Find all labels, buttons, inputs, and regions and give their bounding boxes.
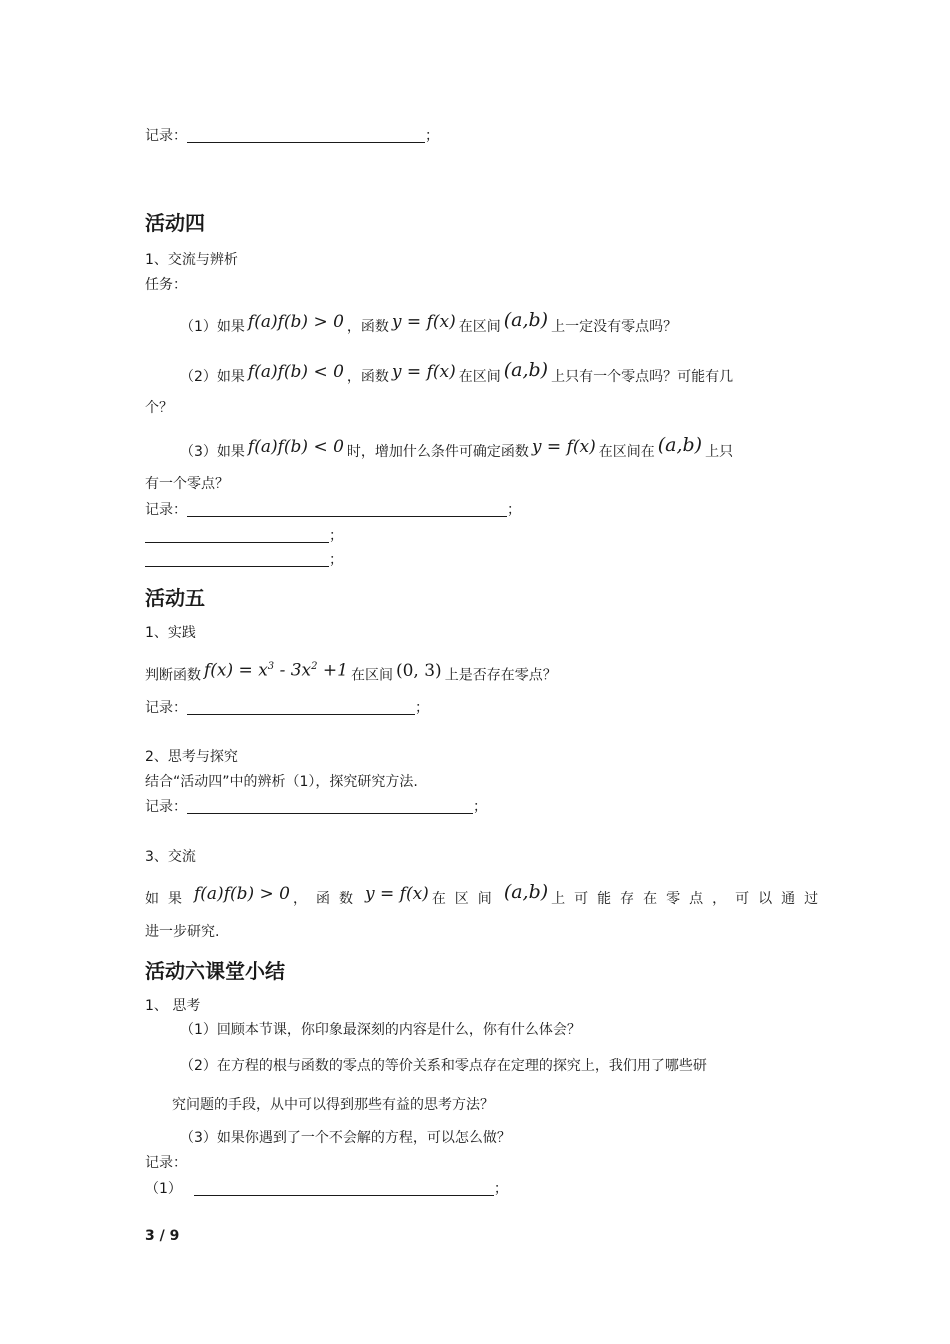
math-interval: (0, 3) (395, 660, 442, 681)
math-interval: (a,b) (503, 881, 549, 903)
section-title: 2、思考与探究 (145, 749, 238, 765)
ex-text: ，函数 (293, 891, 362, 907)
q-text: 判断函数 (145, 667, 201, 684)
summary-question-3: （3）如果你遇到了一个不会解的方程，可以怎么做？ (180, 1130, 511, 1146)
item-number: （1） (145, 1181, 182, 1197)
answer-blank[interactable] (187, 799, 473, 814)
poly-part: +1 (317, 660, 348, 681)
answer-blank[interactable] (145, 552, 329, 567)
q-text: 上只有一个零点吗？可能有几 (551, 369, 734, 385)
record-line-act5-2 (145, 797, 487, 817)
question-2-continued: 个？ (145, 400, 173, 416)
math-function: y = f(x) (391, 312, 456, 332)
q-text: ，函数 (346, 369, 389, 385)
question-1 (180, 310, 677, 337)
ex-text: 上可能存在零点，可以通过 (551, 891, 828, 907)
activity-five-heading: 活动五 (145, 586, 205, 610)
q-text: 在区间 (458, 369, 501, 385)
math-polynomial (204, 657, 348, 681)
math-interval: (a,b) (657, 434, 703, 456)
math-function: y = f(x) (391, 362, 456, 382)
q-text: 在区间 (350, 667, 393, 684)
record-label: 记录： (145, 502, 187, 518)
q-text: 时，增加什么条件可确定函数 (346, 444, 529, 460)
record-line-act6 (145, 1179, 508, 1199)
math-interval: (a,b) (503, 359, 549, 381)
exponent: 3 (267, 661, 275, 672)
exchange-text (145, 882, 827, 909)
record-line-act4 (145, 500, 521, 520)
semicolon: ； (493, 1181, 508, 1197)
question-2 (180, 360, 733, 387)
exchange-text-continued: 进一步研究. (145, 924, 220, 940)
math-function: y = f(x) (365, 884, 429, 904)
q-prefix: （1）如果 (180, 319, 245, 335)
q-prefix: （3）如果 (180, 444, 245, 460)
semicolon: ； (329, 528, 343, 544)
math-function: y = f(x) (531, 437, 596, 457)
summary-question-2: （2）在方程的根与函数的零点的等价关系和零点存在定理的探究上，我们用了哪些研 (180, 1058, 707, 1074)
record-label: 记录： (145, 1155, 187, 1171)
record-line-act5-1 (145, 698, 429, 718)
semicolon: ； (473, 799, 487, 815)
math-expression: f(a)f(b) > 0 (247, 312, 344, 332)
q-text: 在区间 (458, 319, 501, 335)
question-3 (180, 435, 733, 462)
math-expression: f(a)f(b) < 0 (247, 362, 344, 382)
activity-six-heading: 活动六课堂小结 (145, 959, 285, 983)
semicolon: ； (507, 502, 521, 518)
q-text: 上是否存在零点？ (444, 667, 557, 684)
record-label: 记录： (145, 799, 187, 815)
poly-part: - 3x (274, 660, 312, 681)
ex-text: 如果 (145, 891, 191, 907)
math-expression: f(a)f(b) < 0 (247, 437, 344, 457)
math-interval: (a,b) (503, 309, 549, 331)
page-number: 3 / 9 (145, 1228, 180, 1244)
summary-question-2-continued: 究问题的手段，从中可以得到那些有益的思考方法？ (172, 1097, 494, 1113)
answer-blank[interactable] (194, 1181, 494, 1196)
math-expression: f(a)f(b) > 0 (194, 884, 290, 904)
record-line-act4-2 (145, 526, 343, 546)
record-label: 记录： (145, 128, 187, 144)
question-3-continued: 有一个零点？ (145, 476, 229, 492)
section-title: 1、实践 (145, 625, 196, 641)
section-title: 1、 思考 (145, 998, 201, 1014)
q-text: 上一定没有零点吗？ (551, 319, 678, 335)
summary-question-1: （1）回顾本节课，你印象最深刻的内容是什么，你有什么体会？ (180, 1022, 581, 1038)
record-line-top (145, 126, 439, 146)
section-title: 1、交流与辨析 (145, 252, 238, 268)
answer-blank[interactable] (187, 128, 425, 143)
ex-text: 在区间 (431, 891, 501, 907)
semicolon: ； (415, 700, 429, 716)
answer-blank[interactable] (187, 700, 415, 715)
activity-four-heading: 活动四 (145, 211, 205, 235)
section-title: 3、交流 (145, 849, 196, 865)
combine-text: 结合“活动四”中的辨析（1），探究研究方法. (145, 774, 418, 790)
semicolon: ； (425, 128, 439, 144)
poly-part: f(x) = x (204, 660, 268, 681)
task-label: 任务： (145, 277, 187, 293)
q-text: 上只 (705, 444, 734, 460)
semicolon: ； (329, 552, 343, 568)
record-line-act4-3 (145, 550, 343, 570)
q-prefix: （2）如果 (180, 369, 245, 385)
answer-blank[interactable] (187, 502, 507, 517)
judge-question (145, 657, 557, 686)
record-label: 记录： (145, 700, 187, 716)
exponent: 2 (311, 661, 318, 672)
answer-blank[interactable] (145, 528, 329, 543)
q-text: ，函数 (346, 319, 389, 335)
q-text: 在区间在 (598, 444, 655, 460)
